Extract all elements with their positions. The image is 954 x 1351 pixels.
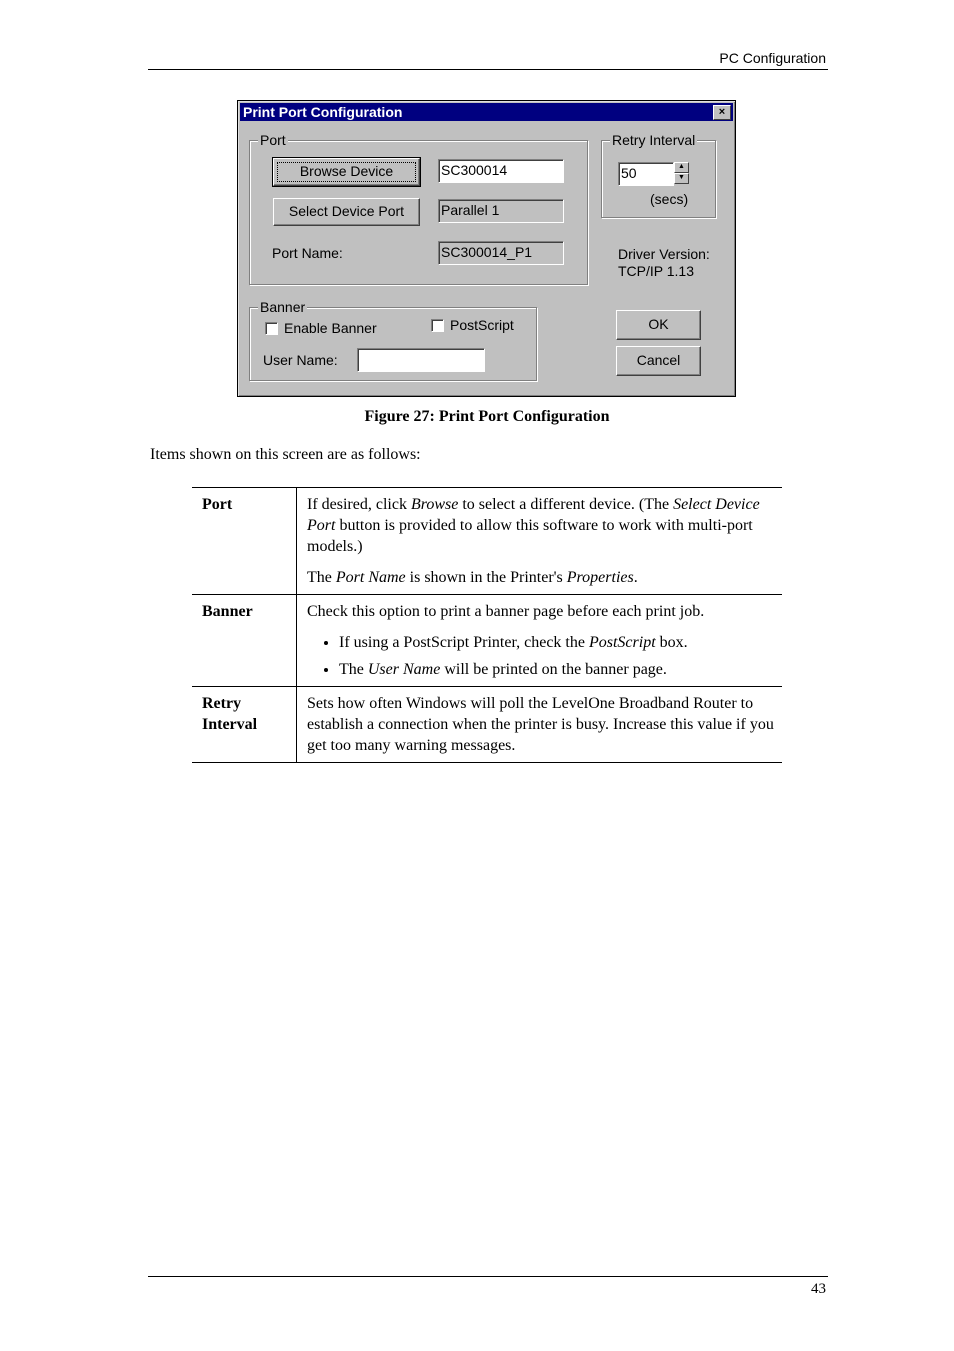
desc-banner-p1: Check this option to print a banner page before each print job. bbox=[307, 603, 705, 620]
retry-group-label: Retry Interval bbox=[612, 132, 696, 148]
user-name-input[interactable] bbox=[357, 348, 485, 372]
spin-up-icon[interactable]: ▲ bbox=[674, 162, 689, 173]
enable-banner-label: Enable Banner bbox=[284, 320, 377, 336]
desc-port-p1: If desired, click Browse to select a different device. (The Select Device Port button is provided to allow this software to work with multi-port models.) bbox=[307, 496, 760, 555]
items-table bbox=[192, 487, 782, 763]
page-number: 43 bbox=[811, 1281, 826, 1297]
user-name-label: User Name: bbox=[263, 352, 338, 368]
select-device-port-button[interactable]: Select Device Port bbox=[273, 198, 420, 226]
header-rule bbox=[148, 69, 828, 70]
running-header: PC Configuration bbox=[719, 50, 826, 66]
spin-down-icon[interactable]: ▼ bbox=[674, 173, 689, 184]
postscript-checkbox[interactable] bbox=[431, 319, 444, 332]
term-port: Port bbox=[192, 488, 297, 595]
browse-device-button[interactable] bbox=[273, 158, 420, 186]
device-field[interactable]: SC300014 bbox=[438, 159, 564, 183]
table-row bbox=[192, 595, 782, 687]
banner-group-label: Banner bbox=[260, 299, 306, 315]
desc-retry-p1: Sets how often Windows will poll the LevelOne Broadband Router to establish a connection when the printer is busy. Increase this value if you get too many warning messages. bbox=[307, 695, 774, 754]
table-row bbox=[192, 488, 782, 595]
retry-interval-input[interactable]: 50 bbox=[618, 162, 674, 186]
intro-text: Items shown on this screen are as follows: bbox=[150, 446, 421, 463]
port-name-field: SC300014_P1 bbox=[438, 241, 564, 265]
enable-banner-checkbox[interactable] bbox=[265, 322, 278, 335]
close-icon[interactable]: × bbox=[713, 105, 731, 120]
port-field: Parallel 1 bbox=[438, 199, 564, 223]
figure-caption: Figure 27: Print Port Configuration bbox=[364, 408, 610, 425]
focus-rect bbox=[277, 162, 416, 182]
footer-rule bbox=[148, 1276, 828, 1277]
desc-port bbox=[297, 488, 783, 595]
list-item: • If using a PostScript Printer, check the PostScript box. bbox=[339, 632, 774, 653]
port-name-label: Port Name: bbox=[272, 245, 343, 261]
ok-button[interactable]: OK bbox=[616, 310, 701, 340]
port-group-label: Port bbox=[260, 132, 286, 148]
retry-unit-label: (secs) bbox=[650, 191, 689, 207]
list-item: • The User Name will be printed on the banner page. bbox=[339, 659, 774, 680]
desc-banner-list bbox=[307, 632, 774, 680]
table-row bbox=[192, 687, 782, 763]
driver-version-value: TCP/IP 1.13 bbox=[618, 263, 695, 279]
driver-version-label: Driver Version: bbox=[618, 246, 710, 262]
desc-port-p2: The Port Name is shown in the Printer's Properties. bbox=[307, 569, 638, 586]
desc-retry-interval bbox=[297, 687, 783, 763]
term-banner: Banner bbox=[192, 595, 297, 687]
dialog-titlebar bbox=[240, 103, 733, 121]
term-retry-interval: Retry Interval bbox=[192, 687, 297, 763]
browse-device-label: Browse Device bbox=[299, 163, 394, 179]
print-port-dialog bbox=[237, 100, 736, 397]
cancel-button[interactable]: Cancel bbox=[616, 346, 701, 376]
retry-spinner[interactable] bbox=[674, 162, 689, 184]
postscript-label: PostScript bbox=[450, 317, 514, 333]
dialog-title: Print Port Configuration bbox=[243, 104, 403, 120]
desc-banner bbox=[297, 595, 783, 687]
